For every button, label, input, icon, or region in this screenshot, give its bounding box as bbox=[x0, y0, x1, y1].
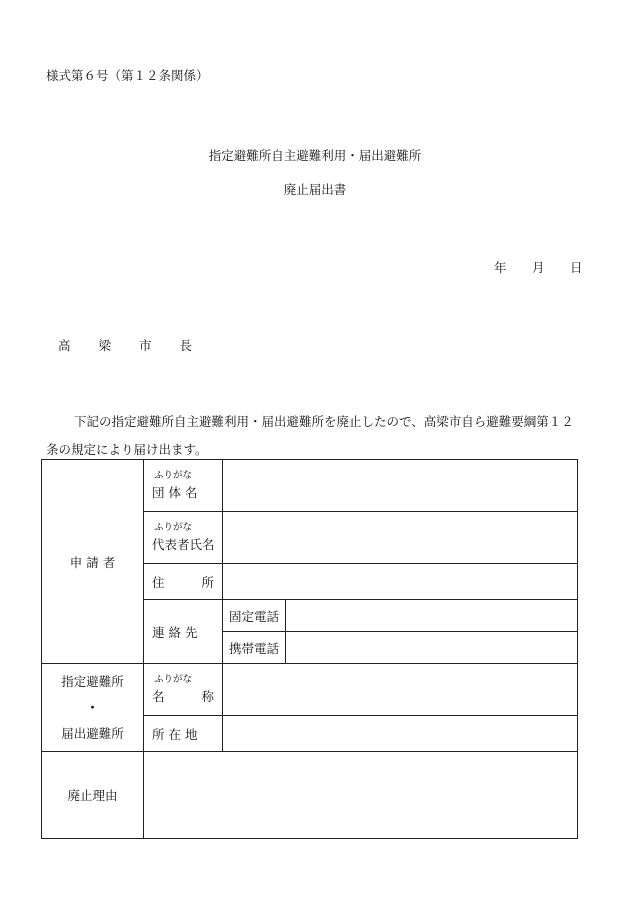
document-subtitle: 廃止届出書 bbox=[283, 182, 347, 197]
form-number: 様式第６号（第１２条関係） bbox=[46, 68, 209, 83]
reason-label: 廃止理由 bbox=[67, 788, 118, 803]
shelter-name-label-cell bbox=[144, 664, 223, 716]
shelter-name-label-char1: 名 bbox=[152, 688, 165, 704]
furigana-label: ふりがな bbox=[154, 469, 193, 481]
body-text-line1: 下記の指定避難所自主避難利用・届出避難所を廃止したので、高梁市自ら避難要綱第１２ bbox=[74, 414, 574, 429]
landline-label-cell bbox=[223, 600, 286, 632]
mobile-field[interactable] bbox=[286, 632, 578, 664]
mobile-label: 携帯電話 bbox=[229, 640, 280, 656]
date-line bbox=[494, 258, 583, 276]
address-label-cell bbox=[144, 564, 223, 600]
application-form-table bbox=[41, 459, 578, 839]
furigana-label: ふりがな bbox=[154, 673, 193, 685]
applicant-label-cell bbox=[42, 460, 144, 664]
reason-field[interactable] bbox=[144, 752, 578, 839]
contact-label-cell bbox=[144, 600, 223, 664]
shelter-label-dot: ・ bbox=[86, 699, 99, 715]
shelter-label-line1: 指定避難所 bbox=[61, 673, 124, 689]
shelter-label-line2: 届出避難所 bbox=[61, 725, 124, 741]
shelter-label-cell bbox=[42, 664, 144, 752]
group-name-label-cell bbox=[144, 460, 223, 512]
location-label-cell bbox=[144, 716, 223, 752]
address-label-char2: 所 bbox=[201, 574, 214, 590]
addressee: 高 梁 市 長 bbox=[58, 338, 204, 353]
applicant-label: 申 請 者 bbox=[69, 554, 116, 570]
landline-field[interactable] bbox=[286, 600, 578, 632]
group-name-field[interactable] bbox=[223, 460, 578, 512]
contact-label: 連 絡 先 bbox=[152, 624, 198, 640]
address-field[interactable] bbox=[223, 564, 578, 600]
furigana-label: ふりがな bbox=[154, 521, 193, 533]
rep-name-field[interactable] bbox=[223, 512, 578, 564]
date-month-label: 月 bbox=[532, 260, 545, 275]
date-year-label: 年 bbox=[494, 260, 507, 275]
mobile-label-cell bbox=[223, 632, 286, 664]
rep-name-label-cell bbox=[144, 512, 223, 564]
rep-name-label: 代表者氏名 bbox=[152, 536, 215, 552]
address-label-char1: 住 bbox=[152, 574, 165, 590]
reason-label-cell bbox=[42, 752, 144, 839]
landline-label: 固定電話 bbox=[229, 608, 280, 624]
location-label: 所 在 地 bbox=[152, 726, 198, 742]
shelter-name-label-char2: 称 bbox=[201, 688, 214, 704]
group-name-label: 団 体 名 bbox=[152, 484, 198, 500]
body-text-line2: 条の規定により届け出ます。 bbox=[46, 442, 208, 457]
document-title: 指定避難所自主避難利用・届出避難所 bbox=[208, 148, 422, 163]
location-field[interactable] bbox=[223, 716, 578, 752]
shelter-name-field[interactable] bbox=[223, 664, 578, 716]
date-day-label: 日 bbox=[570, 260, 583, 275]
